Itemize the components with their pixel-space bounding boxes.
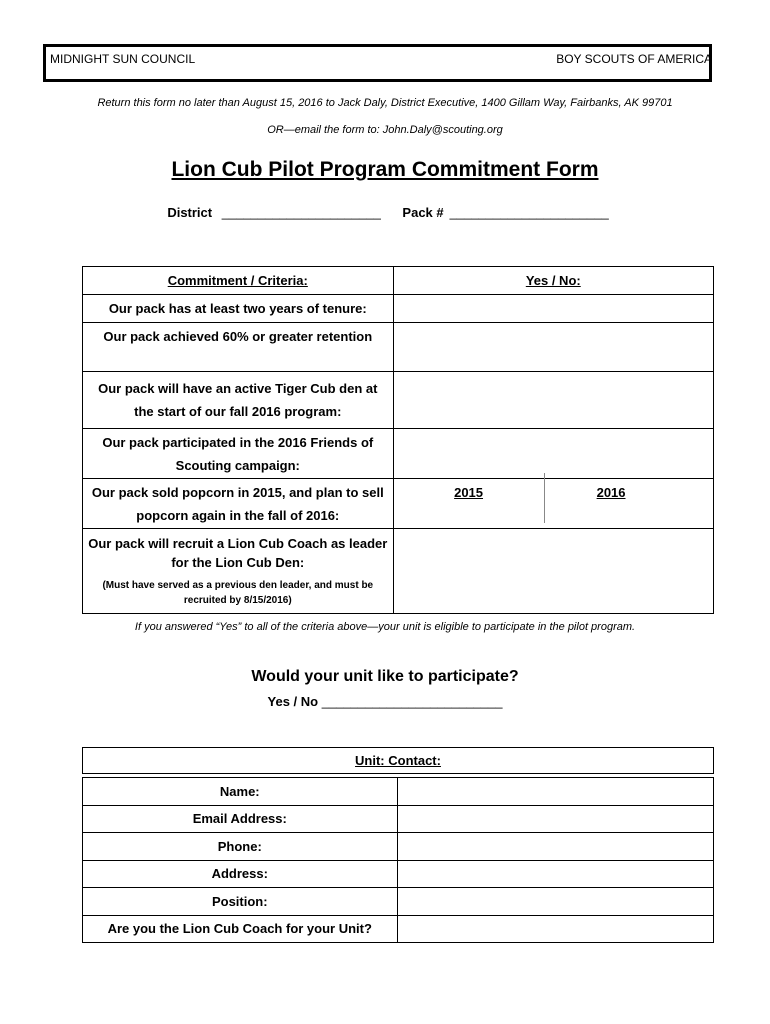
criterion-tiger-den [83,372,394,429]
contact-input-lion-coach[interactable] [397,915,713,943]
yes-no-header [393,267,713,295]
district-field[interactable] [161,205,380,220]
district-blank: ______________________ [221,205,381,220]
contact-heading-box [82,747,714,774]
contact-input-name[interactable] [397,778,713,806]
criterion-retention [83,323,394,372]
participation-answer-blank: _________________________ [321,694,503,709]
answer-retention[interactable] [393,323,713,372]
criterion-friends-of-scouting [83,429,394,479]
answer-friends-of-scouting[interactable] [393,429,713,479]
email-instructions: OR—email the form to: John.Daly@scouting.org [267,124,503,136]
criteria-header [83,267,394,295]
criteria-header-label: Commitment / Criteria: [167,273,308,288]
form-title: Lion Cub Pilot Program Commitment Form [171,158,599,181]
contact-input-phone[interactable] [397,833,713,861]
lion-coach-note-line2: recruited by 8/15/2016) [183,595,292,606]
answer-lion-coach[interactable] [393,529,713,614]
district-label: District [167,205,213,220]
criterion-tiger-den-line2: the start of our fall 2016 program: [134,404,342,419]
criterion-retention-label: Our pack achieved 60% or greater retention [103,329,373,344]
criterion-tiger-den-line1: Our pack will have an active Tiger Cub den at [98,381,378,396]
criterion-fos-line2: Scouting campaign: [175,457,300,473]
criterion-lion-coach-line1: Our pack will recruit a Lion Cub Coach as leader [88,536,388,551]
eligibility-note: If you answered “Yes” to all of the criteria above—your unit is eligible to participate in the pilot program. [134,621,636,633]
contact-heading: Unit: Contact: [355,753,441,768]
popcorn-year-2016: 2016 [596,485,626,500]
answer-tiger-den[interactable] [393,372,713,429]
contact-table [82,777,714,943]
participation-answer-line[interactable] [0,694,770,709]
council-name: MIDNIGHT SUN COUNCIL [50,52,196,66]
contact-input-position[interactable] [397,888,713,916]
yes-no-header-label: Yes / No: [525,273,581,288]
contact-label-phone: Phone: [83,833,398,861]
criteria-table [82,266,714,614]
contact-input-address[interactable] [397,860,713,888]
criterion-popcorn [83,479,394,529]
criterion-popcorn-line2: popcorn again in the fall of 2016: [136,507,340,523]
contact-label-lion-coach: Are you the Lion Cub Coach for your Unit? [83,915,398,943]
contact-label-name: Name: [83,778,398,806]
pack-label: Pack # [402,205,444,220]
contact-label-position: Position: [83,888,398,916]
return-instructions: Return this form no later than August 15, 2016 to Jack Daly, District Executive, 1400 Gillam Way, Fairbanks, AK 99701 [97,97,673,109]
criterion-fos-line1: Our pack participated in the 2016 Friends of [102,434,374,450]
criterion-lion-coach-line2: for the Lion Cub Den: [171,555,305,570]
criterion-tenure: Our pack has at least two years of tenure: [83,295,394,323]
pack-blank: ______________________ [449,205,609,220]
lion-coach-note-line1: (Must have served as a previous den leader, and must be [102,580,374,591]
criterion-lion-coach [83,529,394,614]
popcorn-year-2015: 2015 [454,485,484,500]
pack-field[interactable] [396,205,608,220]
contact-label-address: Address: [83,860,398,888]
participation-question: Would your unit like to participate? [251,668,519,685]
organization-name: BOY SCOUTS OF AMERICA [556,52,712,66]
contact-input-email[interactable] [397,805,713,833]
criterion-popcorn-line1: Our pack sold popcorn in 2015, and plan to sell [91,484,384,500]
answer-popcorn[interactable] [393,479,713,529]
district-pack-line [0,205,770,220]
contact-label-email: Email Address: [83,805,398,833]
participation-answer-label: Yes / No [267,694,319,709]
answer-tenure[interactable] [393,295,713,323]
